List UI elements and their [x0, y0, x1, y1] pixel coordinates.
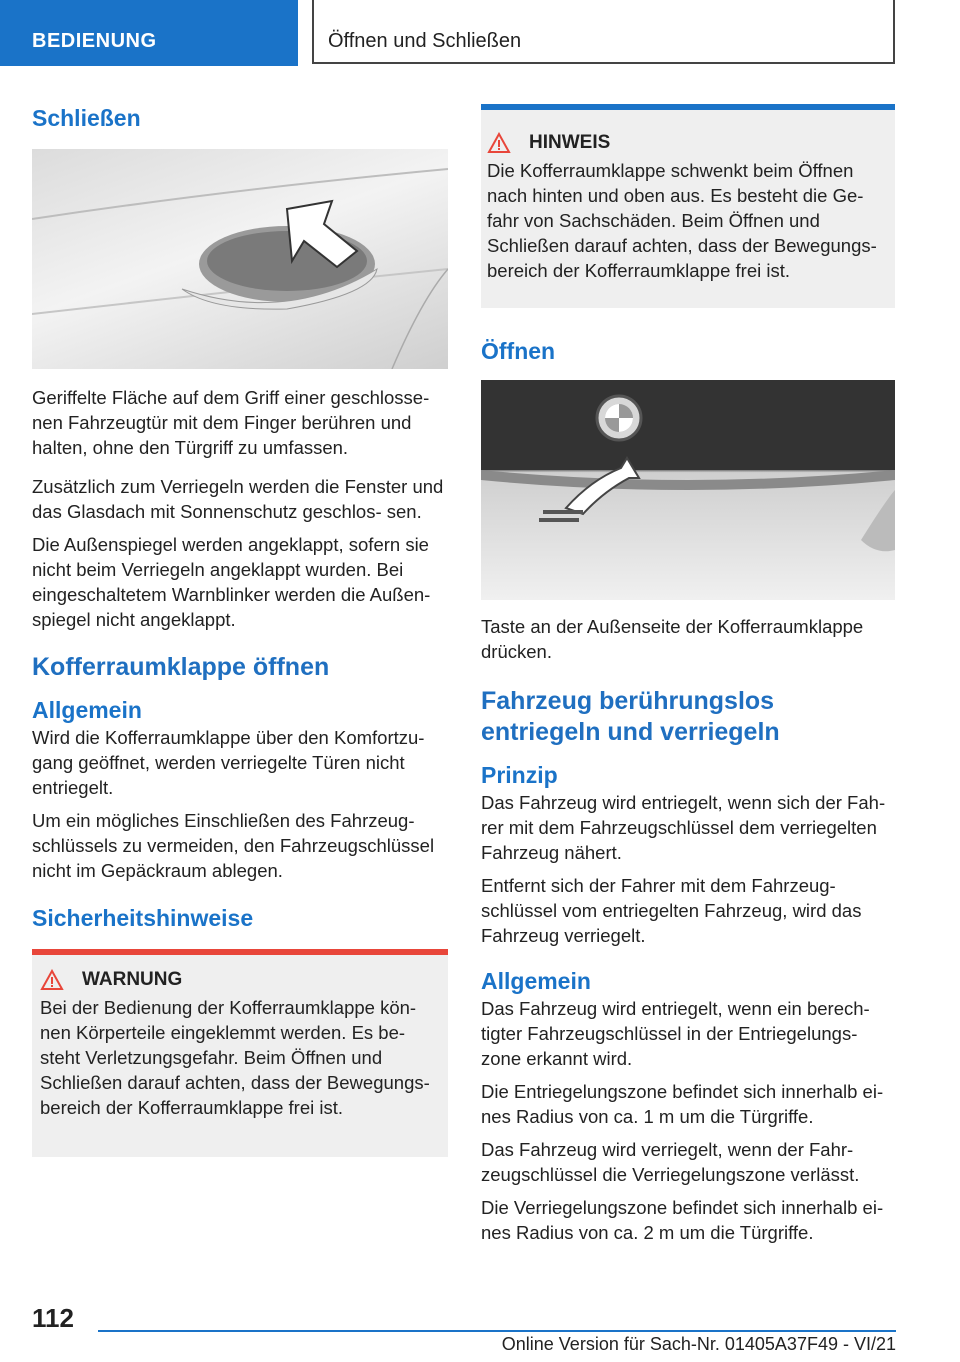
right-column	[481, 104, 895, 1245]
page-header	[0, 0, 960, 66]
door-handle-illustration	[32, 149, 448, 369]
paragraph: Um ein mögliches Einschließen des Fahrzeug- schlüssels zu vermeiden, den Fahrzeugschlüssel nicht im Gepäckraum ablegen.	[32, 810, 435, 881]
heading-schliessen: Schließen	[32, 105, 141, 131]
hint-triangle-icon	[487, 132, 511, 154]
heading-allgemein-right: Allgemein	[481, 968, 591, 994]
heading-beruehrungslos: Fahrzeug berührungslos entriegeln und verriegeln	[481, 687, 780, 746]
paragraph: Das Fahrzeug wird verriegelt, wenn der Fahr- zeugschlüssel die Verriegelungszone verlässt.	[481, 1139, 860, 1185]
paragraph: Entfernt sich der Fahrer mit dem Fahrzeug- schlüssel vom entriegelten Fahrzeug, wird das Fahrzeug verriegelt.	[481, 875, 862, 946]
hint-text: Die Kofferraumklappe schwenkt beim Öffnen nach hinten und oben aus. Es besteht die Ge- fahr von Sachschäden. Beim Öffnen und Schließen darauf achten, dass der Bewegungs- bereich der Kofferraumklappe frei ist.	[487, 160, 877, 281]
heading-allgemein: Allgemein	[32, 697, 142, 723]
section-label: BEDIENUNG	[32, 30, 157, 52]
left-column	[32, 100, 448, 1157]
paragraph: Die Verriegelungszone befindet sich innerhalb ei- nes Radius von ca. 2 m um die Türgriffe.	[481, 1197, 884, 1243]
paragraph: Das Fahrzeug wird entriegelt, wenn sich der Fah- rer mit dem Fahrzeugschlüssel dem verriegelten Fahrzeug nähert.	[481, 792, 886, 863]
heading-oeffnen: Öffnen	[481, 338, 556, 364]
trunk-button-illustration	[481, 380, 895, 600]
section-tab	[0, 0, 298, 66]
chapter-tab	[312, 0, 895, 64]
warning-title-row	[40, 969, 438, 991]
chapter-label: Öffnen und Schließen	[328, 30, 522, 52]
footer-divider	[98, 1330, 896, 1332]
paragraph: Zusätzlich zum Verriegeln werden die Fenster und das Glasdach mit Sonnenschutz geschlos- sen.	[32, 476, 444, 522]
paragraph: Die Entriegelungszone befindet sich innerhalb ei- nes Radius von ca. 1 m um die Türgriffe.	[481, 1081, 884, 1127]
paragraph: Wird die Kofferraumklappe über den Komfortzu- gang geöffnet, werden verriegelte Türen nicht entriegelt.	[32, 727, 425, 798]
warning-title: WARNUNG	[82, 969, 183, 990]
page-number: 112	[32, 1303, 74, 1333]
warning-text: Bei der Bedienung der Kofferraumklappe kön- nen Körperteile eingeklemmt werden. Es be- steht Verletzungsgefahr. Beim Öffnen und Schließen darauf achten, dass der Bewegungs- bereich der Kofferraumklappe frei ist.	[40, 997, 430, 1118]
paragraph: Geriffelte Fläche auf dem Griff einer geschlosse- nen Fahrzeugtür mit dem Finger berühren und halten, ohne den Türgriff zu umfassen.	[32, 387, 430, 458]
paragraph: Das Fahrzeug wird entriegelt, wenn ein berech- tigter Fahrzeugschlüssel in der Entriegelungs- zone erkannt wird.	[481, 998, 870, 1069]
paragraph: Die Außenspiegel werden angeklappt, sofern sie nicht beim Verriegeln angeklappt wurden. Bei eingeschaltetem Warnblinker werden die Außen- spiegel nicht angeklappt.	[32, 534, 431, 630]
warning-box	[32, 949, 448, 1157]
heading-sicherheitshinweise: Sicherheitshinweise	[32, 905, 254, 931]
heading-prinzip: Prinzip	[481, 762, 558, 788]
heading-kofferraumklappe-oeffnen: Kofferraumklappe öffnen	[32, 653, 330, 681]
hint-title-row	[487, 132, 885, 154]
hint-box	[481, 104, 895, 308]
hint-title: HINWEIS	[529, 132, 611, 153]
paragraph: Taste an der Außenseite der Kofferraumklappe drücken.	[481, 616, 864, 662]
footer-version-text: Online Version für Sach-Nr. 01405A37F49 - VI/21	[501, 1334, 896, 1354]
warning-triangle-icon	[40, 969, 64, 991]
